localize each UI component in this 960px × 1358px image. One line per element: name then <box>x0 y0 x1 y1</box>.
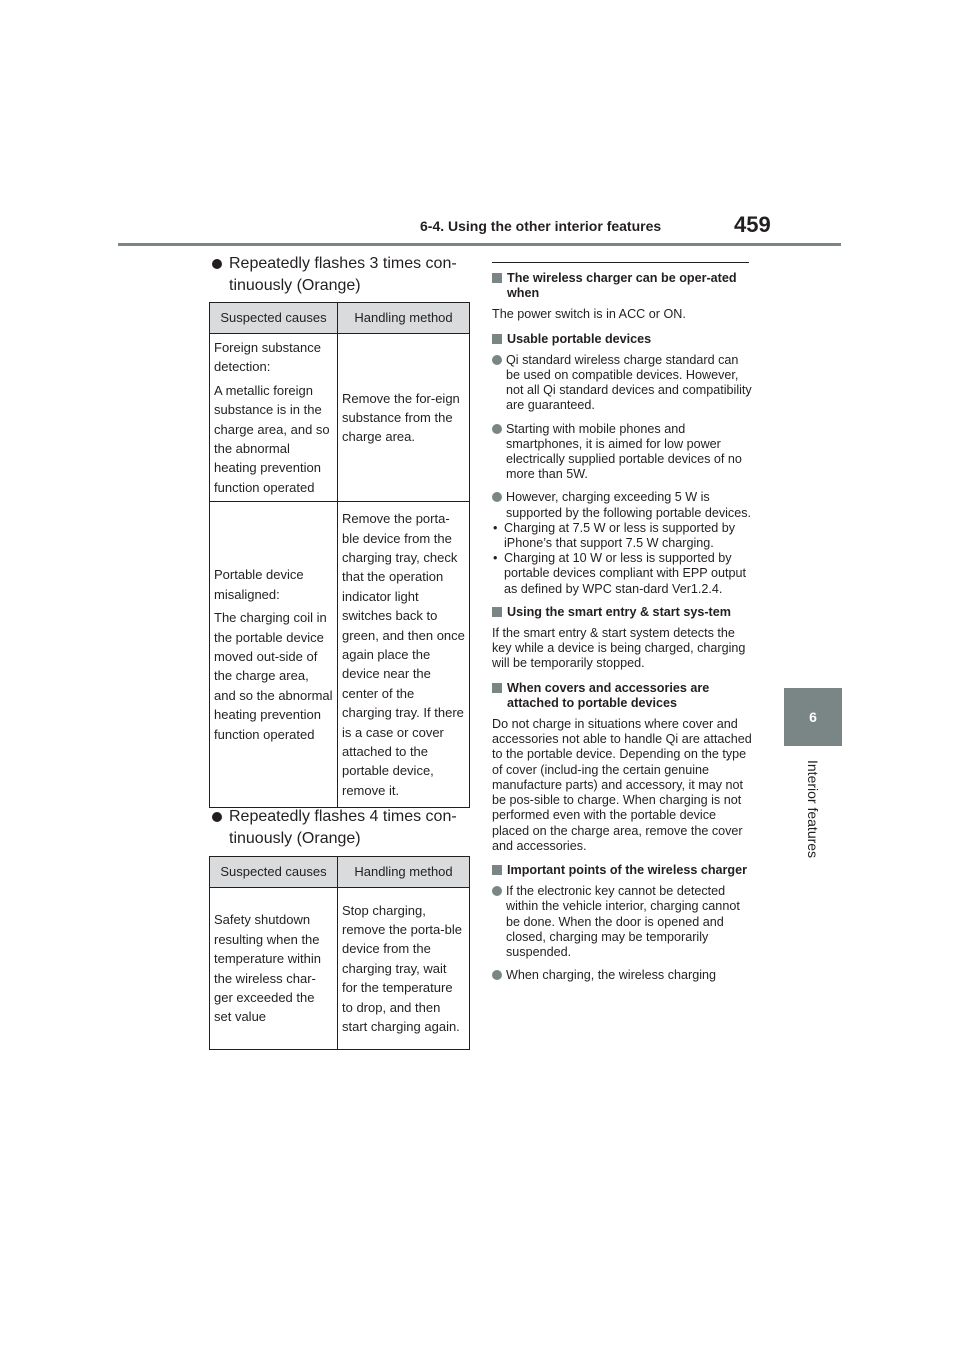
right-top-rule <box>492 262 749 263</box>
flash-3-times-table <box>209 302 470 808</box>
flash-4-times-table <box>209 856 470 1050</box>
sub-item-text: Charging at 7.5 W or less is supported by iPhone’s that support 7.5 W charging. <box>504 520 735 551</box>
list-item <box>492 490 754 520</box>
method-cell <box>338 334 470 502</box>
square-bullet-icon <box>492 607 502 617</box>
method-text: Remove the for-eign substance from the charge area. <box>342 390 460 445</box>
list-item <box>492 353 754 414</box>
table-header-row <box>210 303 470 334</box>
heading-text: Repeatedly flashes 4 times con-tinuously (Orange) <box>229 808 457 847</box>
bullet-dot-icon <box>212 812 222 822</box>
circle-bullet-icon <box>492 970 502 980</box>
chapter-tab <box>784 688 842 746</box>
cause-cell <box>210 502 338 808</box>
section-heading <box>492 863 754 878</box>
list-item <box>492 422 754 483</box>
square-bullet-icon <box>492 334 502 344</box>
sub-bullet-icon: • <box>493 520 498 535</box>
list-item <box>492 884 754 960</box>
chapter-number: 6 <box>809 709 817 725</box>
heading-text: Important points of the wireless charger <box>507 862 748 877</box>
heading-text: Repeatedly flashes 3 times con-tinuously (Orange) <box>229 255 457 294</box>
paragraph: If the smart entry & start system detects the key while a device is being charged, charging will be temporarily stopped. <box>492 626 746 671</box>
circle-bullet-icon <box>492 424 502 434</box>
heading-text: When covers and accessories are attached to portable devices <box>507 680 710 710</box>
list-item-text: However, charging exceeding 5 W is supported by the following portable devices. <box>506 490 752 520</box>
square-bullet-icon <box>492 865 502 875</box>
table-header-row <box>210 857 470 888</box>
sub-list <box>492 521 754 597</box>
paragraph: The power switch is in ACC or ON. <box>492 307 686 322</box>
chapter-label-container <box>780 760 846 870</box>
circle-bullet-icon <box>492 886 502 896</box>
square-bullet-icon <box>492 683 502 693</box>
table-row <box>210 334 470 502</box>
right-column <box>492 262 754 991</box>
flash-3-times-heading <box>212 253 472 297</box>
flash-4-times-heading <box>212 806 472 850</box>
cause-cell <box>210 888 338 1050</box>
list-item-text: Starting with mobile phones and smartphones, it is aimed for low power electrically supplied portable devices of no more than 5W. <box>506 421 742 482</box>
section-heading <box>492 332 754 347</box>
section-heading <box>492 605 754 620</box>
sub-list-item <box>492 551 754 597</box>
table-row <box>210 888 470 1050</box>
cause-cell <box>210 334 338 502</box>
cause-detail: The charging coil in the portable device moved out-side of the charge area, and so the abnormal heating prevention function operated <box>214 610 333 742</box>
cause-title: Foreign substance detection: <box>214 340 321 375</box>
header-rule <box>118 243 841 246</box>
circle-bullet-icon <box>492 492 502 502</box>
chapter-label: Interior features <box>805 760 821 859</box>
heading-text: The wireless charger can be oper-ated when <box>507 271 737 301</box>
cause-title: Portable device misaligned: <box>214 567 304 602</box>
cause-detail: A metallic foreign substance is in the charge area, and so the abnormal heating prevention function operated <box>214 382 330 495</box>
method-text: Stop charging, remove the porta-ble device from the charging tray, wait for the temperature to drop, and then start charging again. <box>342 902 462 1035</box>
section-title: 6-4. Using the other interior features <box>420 218 662 234</box>
bullet-dot-icon <box>212 259 222 269</box>
section-heading <box>492 271 754 301</box>
square-bullet-icon <box>492 273 502 283</box>
table-row <box>210 502 470 808</box>
method-text: Remove the porta-ble device from the charging tray, check that the operation indicator light switches back to green, and then once again place the device near the center of the charging tray. If there is a case or cover attached to the portable device, remove it. <box>342 511 465 798</box>
col-header-handling-method: Handling method <box>338 303 470 334</box>
method-cell <box>338 502 470 808</box>
col-header-handling-method: Handling method <box>338 857 470 888</box>
col-header-suspected-causes: Suspected causes <box>210 303 338 334</box>
sub-list-item <box>492 521 754 551</box>
sub-item-text: Charging at 10 W or less is supported by portable devices compliant with EPP output as defined by WPC stan-dard Ver1.2.4. <box>504 551 746 596</box>
sub-bullet-icon: • <box>493 551 498 566</box>
list-item-text: Qi standard wireless charge standard can be used on compatible devices. However, not all Qi standard devices and compatibility are guaranteed. <box>506 352 752 413</box>
page-number: 459 <box>734 212 771 237</box>
cause-detail: Safety shutdown resulting when the temperature within the wireless char-ger exceeded the set value <box>214 912 321 1025</box>
section-heading <box>492 681 754 711</box>
circle-bullet-icon <box>492 355 502 365</box>
heading-text: Using the smart entry & start sys-tem <box>507 604 731 619</box>
list-item <box>492 968 754 983</box>
method-cell <box>338 888 470 1050</box>
heading-text: Usable portable devices <box>507 331 652 346</box>
paragraph: Do not charge in situations where cover and accessories not able to handle Qi are attached to the portable device. Depending on the type of cover (includ-ing the certain genuine manufacture parts) and accessory, it may not be pos-sible to charge. When charging is not performed even with the portable device placed on the charge area, remove the cover and accessories. <box>492 717 752 853</box>
list-item-text: If the electronic key cannot be detected within the vehicle interior, charging cannot be done. When the door is opened and closed, charging may be temporarily suspended. <box>506 884 740 959</box>
col-header-suspected-causes: Suspected causes <box>210 857 338 888</box>
list-item-text: When charging, the wireless charging <box>506 968 717 983</box>
